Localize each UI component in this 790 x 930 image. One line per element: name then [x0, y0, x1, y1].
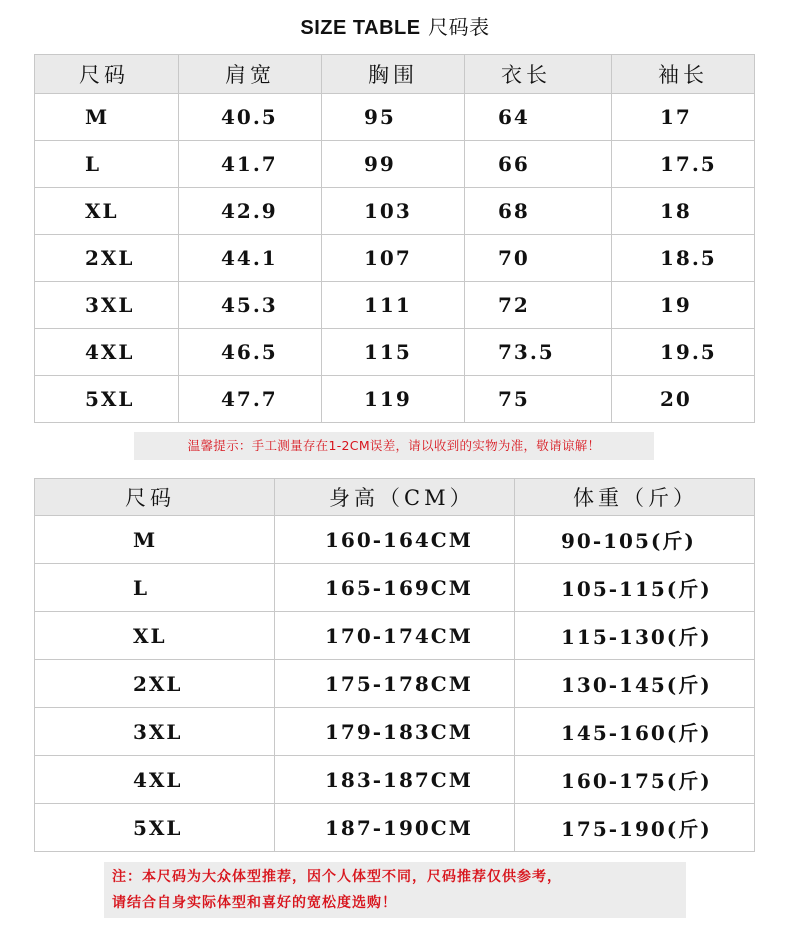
cell-size: M — [35, 516, 275, 564]
cell-chest: 103 — [322, 188, 465, 235]
cell-sleeve: 18 — [612, 188, 755, 235]
cell-sleeve: 17.5 — [612, 141, 755, 188]
cell-sleeve: 20 — [612, 376, 755, 423]
cell-shoulder: 46.5 — [179, 329, 322, 376]
header-weight: 体重（斤） — [515, 479, 755, 516]
cell-shoulder: 47.7 — [179, 376, 322, 423]
measurement-table — [34, 54, 755, 423]
cell-size: 3XL — [35, 708, 275, 756]
cell-size: 4XL — [35, 329, 179, 376]
cell-length: 66 — [465, 141, 612, 188]
cell-chest: 119 — [322, 376, 465, 423]
measurement-notice: 温馨提示：手工测量存在1-2CM误差，请以收到的实物为准，敬请谅解！ — [134, 432, 654, 460]
cell-weight: 105-115(斤) — [515, 564, 755, 612]
cell-length: 73.5 — [465, 329, 612, 376]
cell-shoulder: 45.3 — [179, 282, 322, 329]
recommendation-table — [34, 478, 755, 852]
cell-size: L — [35, 564, 275, 612]
cell-weight: 115-130(斤) — [515, 612, 755, 660]
cell-height: 187-190CM — [275, 804, 515, 852]
title-zh: 尺码表 — [428, 15, 490, 39]
measurement-header-row — [35, 55, 755, 94]
cell-shoulder: 44.1 — [179, 235, 322, 282]
cell-size: L — [35, 141, 179, 188]
cell-height: 165-169CM — [275, 564, 515, 612]
table-row — [35, 564, 755, 612]
cell-size: XL — [35, 188, 179, 235]
table-row — [35, 282, 755, 329]
cell-length: 64 — [465, 94, 612, 141]
table-row — [35, 94, 755, 141]
title-en: SIZE TABLE — [300, 17, 421, 39]
table-row — [35, 376, 755, 423]
cell-shoulder: 42.9 — [179, 188, 322, 235]
cell-sleeve: 19.5 — [612, 329, 755, 376]
notice-line-2: 请结合自身实际体型和喜好的宽松度选购！ — [112, 895, 397, 911]
cell-weight: 90-105(斤) — [515, 516, 755, 564]
cell-size: 2XL — [35, 235, 179, 282]
table-row — [35, 612, 755, 660]
cell-chest: 107 — [322, 235, 465, 282]
header-shoulder: 肩宽 — [179, 55, 322, 94]
cell-size: XL — [35, 612, 275, 660]
cell-length: 72 — [465, 282, 612, 329]
cell-shoulder: 40.5 — [179, 94, 322, 141]
table-row — [35, 708, 755, 756]
table-row — [35, 660, 755, 708]
header-chest: 胸围 — [322, 55, 465, 94]
cell-height: 183-187CM — [275, 756, 515, 804]
header-length: 衣长 — [465, 55, 612, 94]
cell-height: 175-178CM — [275, 660, 515, 708]
cell-sleeve: 19 — [612, 282, 755, 329]
cell-height: 179-183CM — [275, 708, 515, 756]
table-row — [35, 804, 755, 852]
header-sleeve: 袖长 — [612, 55, 755, 94]
cell-sleeve: 17 — [612, 94, 755, 141]
cell-chest: 115 — [322, 329, 465, 376]
recommendation-header-row — [35, 479, 755, 516]
cell-weight: 160-175(斤) — [515, 756, 755, 804]
table-row — [35, 235, 755, 282]
header-size: 尺码 — [35, 479, 275, 516]
cell-length: 68 — [465, 188, 612, 235]
cell-size: 5XL — [35, 804, 275, 852]
table-row — [35, 141, 755, 188]
cell-length: 75 — [465, 376, 612, 423]
table-row — [35, 756, 755, 804]
header-size: 尺码 — [35, 55, 179, 94]
cell-weight: 145-160(斤) — [515, 708, 755, 756]
cell-weight: 130-145(斤) — [515, 660, 755, 708]
cell-height: 160-164CM — [275, 516, 515, 564]
table-row — [35, 329, 755, 376]
cell-size: 2XL — [35, 660, 275, 708]
cell-size: 4XL — [35, 756, 275, 804]
header-height: 身高（CM） — [275, 479, 515, 516]
cell-shoulder: 41.7 — [179, 141, 322, 188]
cell-sleeve: 18.5 — [612, 235, 755, 282]
cell-height: 170-174CM — [275, 612, 515, 660]
recommendation-notice — [104, 862, 686, 918]
cell-chest: 111 — [322, 282, 465, 329]
cell-size: M — [35, 94, 179, 141]
notice-line-1: 注：本尺码为大众体型推荐，因个人体型不同，尺码推荐仅供参考， — [112, 869, 562, 885]
cell-chest: 95 — [322, 94, 465, 141]
table-row — [35, 188, 755, 235]
page-title — [0, 10, 790, 44]
cell-size: 5XL — [35, 376, 179, 423]
cell-size: 3XL — [35, 282, 179, 329]
cell-weight: 175-190(斤) — [515, 804, 755, 852]
cell-chest: 99 — [322, 141, 465, 188]
table-row — [35, 516, 755, 564]
cell-length: 70 — [465, 235, 612, 282]
